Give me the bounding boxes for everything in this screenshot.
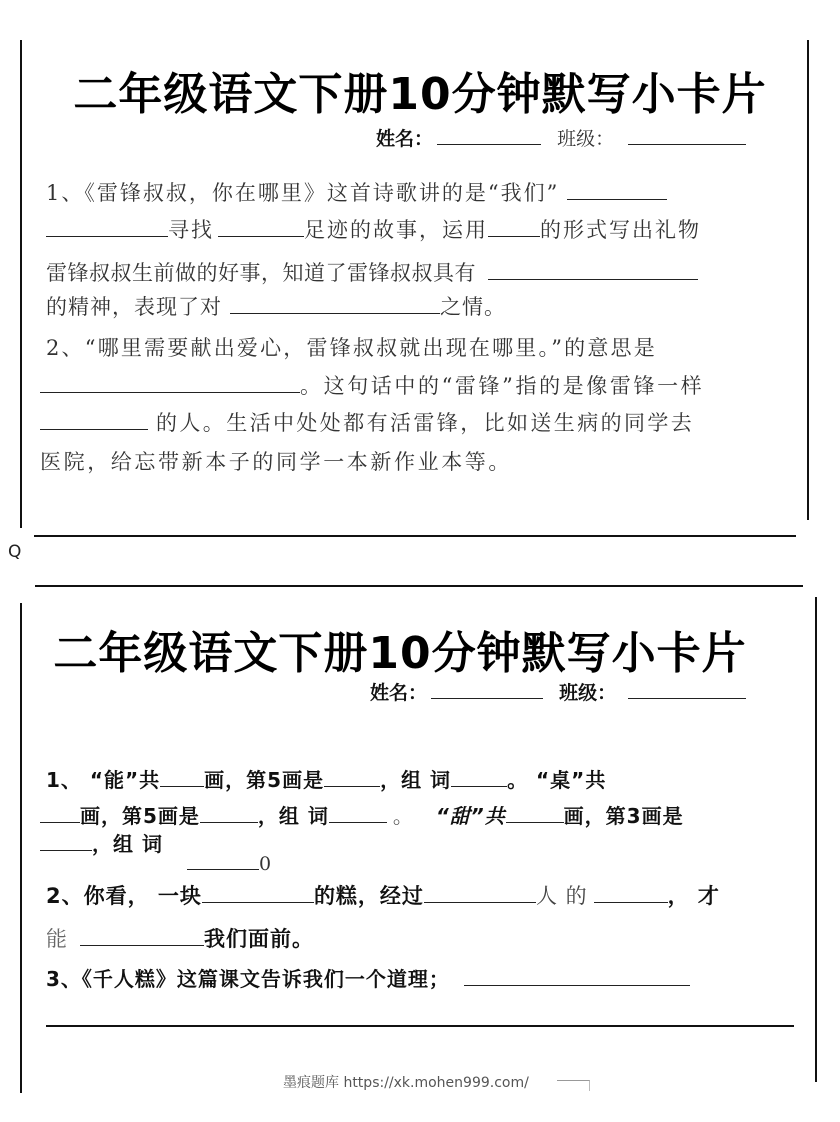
card-2-q3-line-1: 3、《千人糕》这篇课文告诉我们一个道理；	[46, 963, 690, 992]
card-2-q1-line-4: 0	[187, 850, 273, 875]
card-1-q1-line-1: 1、《雷锋叔叔，你在哪里》这首诗歌讲的是“我们”	[46, 177, 667, 207]
card-1-title: 二年级语文下册10分钟默写小卡片	[73, 69, 767, 120]
blank[interactable]	[200, 802, 258, 823]
card-1-q1-line-4: 的精神，表现了对 之情。	[46, 291, 506, 321]
cut-line-bottom	[35, 585, 803, 587]
class-field[interactable]	[628, 679, 746, 699]
blank[interactable]	[46, 215, 168, 237]
name-field[interactable]	[431, 679, 543, 699]
watermark-box	[557, 1080, 590, 1091]
blank[interactable]	[218, 215, 304, 237]
card-1-q2-line-3: 的人。生活中处处都有活雷锋，比如送生病的同学去	[40, 407, 694, 437]
card-2-student-info	[370, 678, 746, 705]
blank[interactable]	[594, 881, 668, 903]
blank[interactable]	[567, 178, 667, 200]
card-2-q1-line-1: 1、 “能”共 画，第5画是 ，组 词 。 “桌”共	[46, 768, 607, 792]
name-label: 姓名：	[376, 128, 434, 150]
card-1-q1-line-3: 雷锋叔叔生前做的好事，知道了雷锋叔叔具有	[46, 257, 698, 287]
blank[interactable]	[40, 802, 80, 823]
name-label: 姓名：	[370, 682, 428, 704]
blank[interactable]	[324, 766, 380, 787]
blank[interactable]	[488, 215, 540, 237]
blank[interactable]	[187, 850, 259, 870]
blank[interactable]	[160, 766, 204, 787]
blank[interactable]	[329, 802, 387, 823]
class-field[interactable]	[628, 125, 746, 145]
class-label: 班级：	[559, 682, 617, 704]
blank[interactable]	[40, 830, 92, 851]
blank[interactable]	[464, 965, 690, 986]
blank[interactable]	[202, 881, 314, 903]
blank[interactable]	[80, 924, 204, 946]
name-field[interactable]	[437, 125, 541, 145]
card-2-q2-line-2: 能 我们面前。	[46, 923, 314, 953]
answer-line[interactable]	[46, 1025, 794, 1027]
class-label: 班级：	[557, 128, 615, 150]
blank[interactable]	[451, 766, 507, 787]
card-2-q1-line-3: ，组 词	[40, 828, 163, 857]
blank[interactable]	[506, 802, 564, 823]
cut-line-top	[34, 535, 796, 537]
blank[interactable]	[424, 881, 536, 903]
blank[interactable]	[488, 258, 698, 280]
blank[interactable]	[40, 371, 300, 393]
card-2-title: 二年级语文下册10分钟默写小卡片	[53, 628, 747, 679]
card-1-q2-line-4: 医院，给忘带新本子的同学一本新作业本等。	[40, 450, 512, 474]
card-2-q1-line-2: 画，第5画是 ，组 词 。 “甜”共 画，第3画是	[40, 800, 684, 829]
watermark: 墨痕题库 https://xk.mohen999.com/	[283, 1075, 529, 1091]
separator-marker: Q	[8, 542, 22, 562]
card-1-q2-line-1: 2、“哪里需要献出爱心，雷锋叔叔就出现在哪里。”的意思是	[46, 336, 657, 360]
card-1-student-info	[376, 124, 746, 151]
card-2-q2-line-1: 2、你看， 一块 的糕，经过 人 的 ， 才	[46, 880, 720, 910]
blank[interactable]	[40, 408, 148, 430]
blank[interactable]	[230, 292, 440, 314]
card-1-q2-line-2: 。这句话中的“雷锋”指的是像雷锋一样	[40, 370, 704, 400]
card-1-q1-line-2: 寻找 足迹的故事，运用 的形式写出礼物	[46, 214, 701, 244]
